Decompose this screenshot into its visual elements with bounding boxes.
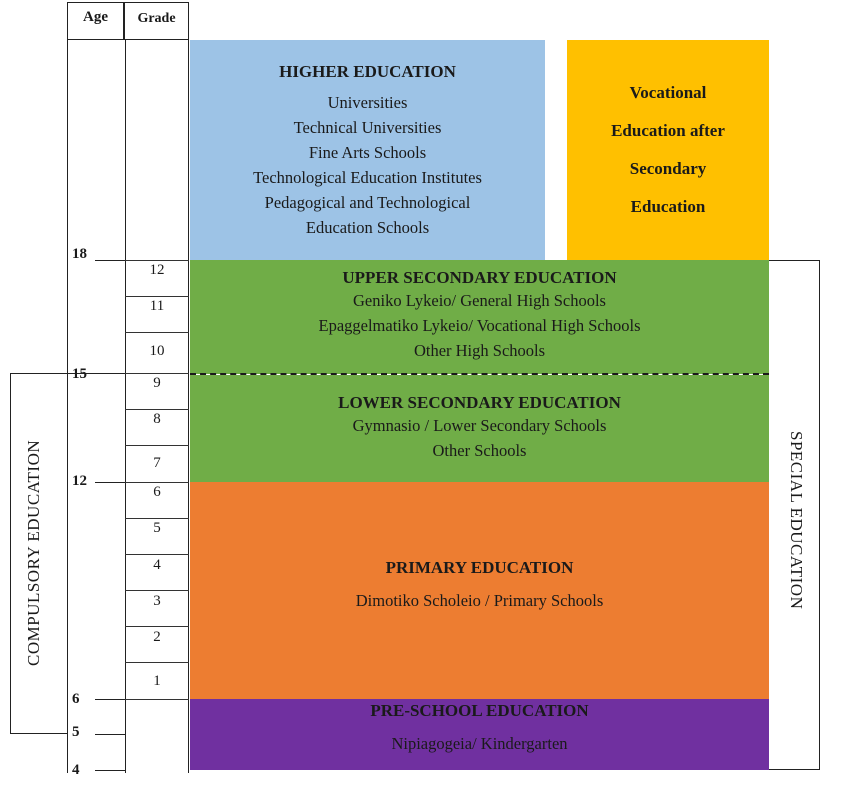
grade-row-line (125, 373, 189, 374)
grade-row-line (125, 554, 189, 555)
grade-label: 5 (153, 520, 161, 536)
age-label: 12 (72, 473, 87, 489)
primary-block (190, 482, 769, 699)
grade-label: 7 (153, 455, 161, 471)
grade-row-line (125, 590, 189, 591)
higher-item: Technical Universities (293, 118, 442, 137)
compulsory-education-label: COMPULSORY EDUCATION (24, 439, 43, 667)
grade-row-line (125, 662, 189, 663)
higher-item: Universities (327, 93, 408, 112)
vocational-line: Education after (611, 121, 725, 140)
vocational-after-secondary-block (567, 40, 769, 260)
grade-label: 6 (153, 484, 161, 500)
lower-secondary-block (190, 375, 769, 482)
lower-secondary-item: Other Schools (432, 441, 527, 460)
higher-item: Fine Arts Schools (308, 143, 427, 162)
upper-secondary-block (190, 260, 769, 374)
grade-column-right-border (188, 40, 189, 773)
vocational-line: Education (630, 197, 706, 216)
age-header-label: Age (83, 9, 108, 25)
grade-label: 1 (153, 673, 161, 689)
higher-item: Education Schools (305, 218, 430, 237)
grade-label: 9 (153, 375, 161, 391)
age-label: 4 (72, 762, 80, 778)
grade-label: 3 (153, 593, 161, 609)
preschool-title: PRE-SCHOOL EDUCATION (370, 701, 589, 720)
grade-label: 10 (149, 343, 165, 359)
grade-row-line (125, 518, 189, 519)
grade-row-line (125, 409, 189, 410)
age-label: 18 (72, 246, 87, 262)
age-label: 15 (72, 366, 87, 382)
grade-row-line (125, 296, 189, 297)
upper-secondary-item: Other High Schools (413, 341, 546, 360)
upper-secondary-title: UPPER SECONDARY EDUCATION (342, 268, 617, 287)
primary-title: PRIMARY EDUCATION (385, 558, 574, 577)
lower-secondary-item: Gymnasio / Lower Secondary Schools (352, 416, 607, 435)
lower-secondary-title: LOWER SECONDARY EDUCATION (338, 393, 621, 412)
age-column (67, 40, 126, 773)
grade-row-line (125, 445, 189, 446)
grade-label: 8 (153, 411, 161, 427)
grade-header-label: Grade (137, 11, 176, 26)
grade-header (124, 2, 189, 40)
grade-label: 4 (153, 557, 161, 573)
grade-row-line (125, 482, 189, 483)
grade-row-line (125, 260, 189, 261)
grade-row-line (125, 626, 189, 627)
vocational-line: Vocational (629, 83, 707, 102)
higher-item: Pedagogical and Technological (264, 193, 471, 212)
grade-row-line (125, 332, 189, 333)
vocational-line: Secondary (629, 159, 707, 178)
higher-education-block (190, 40, 545, 260)
age-label: 5 (72, 724, 80, 740)
higher-item: Technological Education Institutes (253, 168, 482, 187)
upper-secondary-item: Geniko Lykeio/ General High Schools (353, 291, 606, 310)
grade-label: 11 (149, 298, 165, 314)
age-header (67, 2, 124, 40)
preschool-block (190, 699, 769, 770)
special-education-label: SPECIAL EDUCATION (787, 430, 806, 610)
grade-label: 2 (153, 629, 161, 645)
grade-row-line (125, 699, 189, 700)
preschool-item: Nipiagogeia/ Kindergarten (391, 734, 568, 753)
primary-item: Dimotiko Scholeio / Primary Schools (355, 591, 604, 610)
higher-education-title: HIGHER EDUCATION (279, 62, 456, 81)
upper-secondary-item: Epaggelmatiko Lykeio/ Vocational High Schools (318, 316, 641, 335)
grade-label: 12 (149, 262, 165, 278)
age-label: 6 (72, 691, 80, 707)
